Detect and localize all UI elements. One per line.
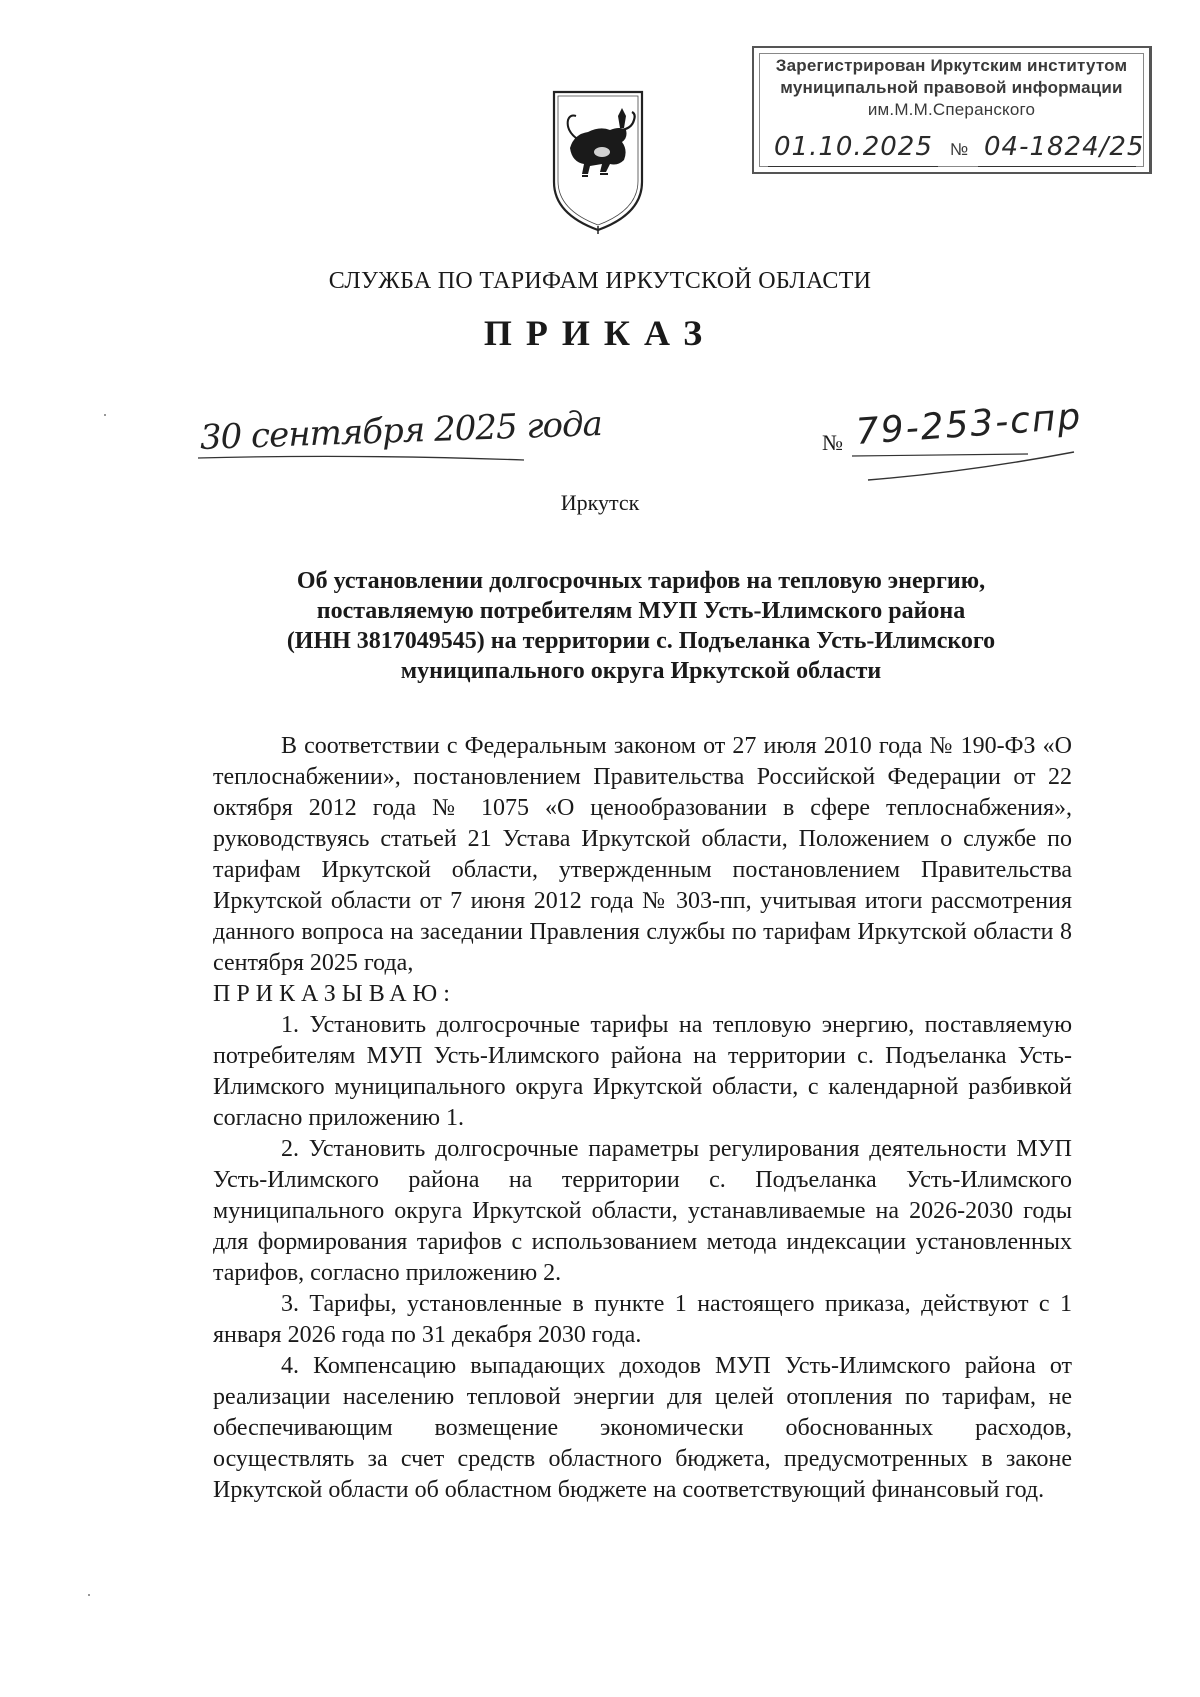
place-of-issue: Иркутск <box>560 490 640 515</box>
preamble-paragraph: В соответствии с Федеральным законом от 27 июля 2010 года № 190-ФЗ «О теплоснабжении», постановлением Правительства Российской Федерации от 22 октября 2012 года № 1075 «О ценообразовании в сфере теплоснабжения», руководствуясь статьей 21 Устава Иркутской области, Положением о службе по тарифам Иркутской области, утвержденным постановлением Правительства Иркутской области от 7 июня 2012 года № 303-пп, учитывая итоги рассмотрения данного вопроса на заседании Правления службы по тарифам Иркутской области 8 сентября 2025 года, <box>213 733 1072 976</box>
stamp-number-label: № <box>950 140 969 159</box>
order-number-label: № <box>822 430 843 455</box>
order-word: ПРИКАЗЫВАЮ: <box>213 981 456 1007</box>
scan-mark <box>104 414 106 416</box>
stamp-line-2: муниципальной правовой информации <box>780 78 1123 97</box>
title-line-3: (ИНН 3817049545) на территории с. Подъеланка Усть-Илимского <box>286 628 996 654</box>
document-type: ПРИКАЗ <box>483 313 717 353</box>
number-underline <box>848 446 1078 486</box>
title-line-1: Об установлении долгосрочных тарифов на тепловую энергию, <box>296 568 986 594</box>
order-item-4: 4. Компенсацию выпадающих доходов МУП Усть-Илимского района от реализации населению тепловой энергии для целей отопления по тарифам, не обеспечивающим возмещение экономически обоснованных расходов, осуществлять за счет средств областного бюджета, предусмотренных в законе Иркутской области об областном бюджете на соответствующий финансовый год. <box>213 1353 1072 1503</box>
date-underline <box>196 452 526 464</box>
title-line-4: муниципального округа Иркутской области <box>400 658 882 684</box>
order-date-handwritten: 30 сентября 2025 года <box>199 403 603 458</box>
registration-stamp <box>752 46 1152 174</box>
organization-name: СЛУЖБА ПО ТАРИФАМ ИРКУТСКОЙ ОБЛАСТИ <box>328 268 872 294</box>
stamp-number: 04-1824/25 <box>984 132 1145 162</box>
document-body <box>213 731 1072 1506</box>
coat-of-arms-icon <box>548 86 648 236</box>
order-number-handwritten: 79-253-спр <box>854 396 1084 453</box>
stamp-date-underline <box>768 166 938 167</box>
scan-mark <box>88 1594 90 1596</box>
stamp-date: 01.10.2025 <box>774 132 933 162</box>
order-item-3: 3. Тарифы, установленные в пункте 1 настоящего приказа, действуют с 1 января 2026 года по 31 декабря 2030 года. <box>213 1291 1072 1348</box>
order-item-2: 2. Установить долгосрочные параметры регулирования деятельности МУП Усть-Илимского района на территории с. Подъеланка Усть-Илимского муниципального округа Иркутской области, устанавливаемые на 2026-2030 годы для формирования тарифов с использованием метода индексации установленных тарифов, согласно приложению 2. <box>213 1136 1072 1286</box>
stamp-line-1: Зарегистрирован Иркутским институтом <box>775 56 1128 75</box>
order-item-1: 1. Установить долгосрочные тарифы на тепловую энергию, поставляемую потребителям МУП Усть-Илимского района на территории с. Подъеланка Усть-Илимского муниципального округа Иркутской области, с календарной разбивкой согласно приложению 1. <box>213 1012 1072 1131</box>
stamp-number-underline <box>978 166 1136 167</box>
title-line-2: поставляемую потребителям МУП Усть-Илимского района <box>316 598 966 624</box>
document-title <box>210 566 1072 686</box>
stamp-line-3: им.М.М.Сперанского <box>867 100 1036 119</box>
